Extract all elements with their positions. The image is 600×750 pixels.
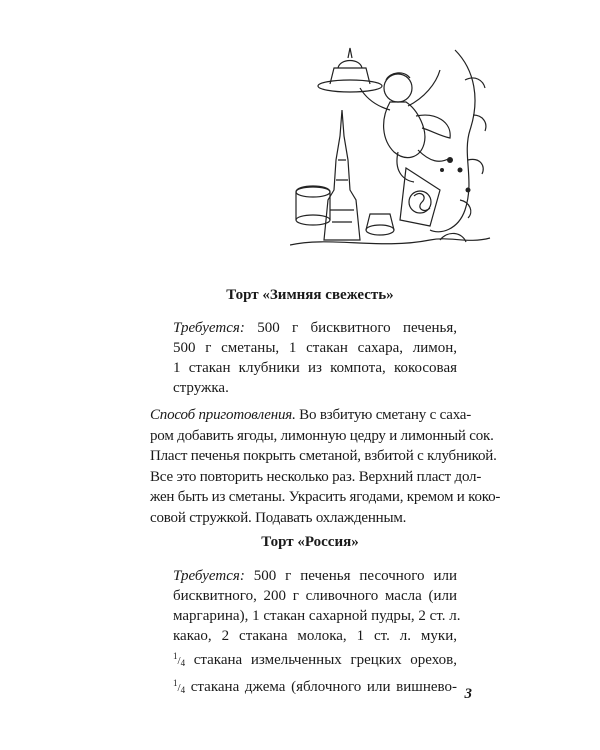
page-number: 3	[464, 686, 472, 702]
ingredients-text: 500 г печенья песочного или	[244, 568, 457, 584]
ingredients-label: Требуется:	[173, 568, 245, 584]
method-line	[150, 405, 472, 426]
method-line: совой стружкой. Подавать охлажденным.	[150, 509, 407, 526]
ingredients-line: маргарина), 1 стакан сахарной пудры, 2 ст. л.	[173, 608, 461, 624]
cherub-cake-vignette	[290, 40, 500, 250]
recipe-title: Торт «Россия»	[261, 534, 359, 550]
method-line: Все это повторить несколько раз. Верхний пласт дол-	[150, 468, 482, 485]
ingredients-line: бисквитного, 200 г сливочного масла (или	[173, 588, 457, 604]
ingredients-line: $^1/_4$ стакана измельченных грецких орехов,	[173, 651, 457, 668]
method-line: жен быть из сметаны. Украсить ягодами, кремом и коко-	[150, 489, 501, 505]
ingredients-line: 500 г сметаны, 1 стакан сахара, лимон,	[173, 340, 457, 356]
ingredients-line	[173, 318, 457, 338]
ingredients-line: $^1/_4$ стакана джема (яблочного или вишнево-	[173, 678, 457, 695]
ingredients-block	[173, 566, 461, 700]
ingredients-label: Требуется:	[173, 320, 245, 336]
ingredients-line: стружка.	[173, 380, 229, 396]
ingredients-line: какао, 2 стакана молока, 1 ст. л. муки,	[173, 628, 457, 644]
method-block	[150, 405, 501, 528]
method-text: Во взбитую сметану с саха-	[295, 407, 472, 423]
fraction-quarter: $^1/_4$	[173, 678, 186, 695]
ingredients-line	[173, 566, 457, 586]
method-line: ром добавить ягоды, лимонную цедру и лимонный сок.	[150, 427, 494, 444]
recipe-title: Торт «Зимняя свежесть»	[226, 287, 394, 303]
fraction-quarter: $^1/_4$	[173, 651, 186, 668]
ingredients-block	[173, 318, 457, 398]
ingredients-text: 500 г бисквитного печенья,	[244, 320, 457, 336]
method-label: Способ приготовления.	[150, 407, 296, 423]
ingredients-line: 1 стакан клубники из компота, кокосовая	[173, 360, 457, 376]
method-line: Пласт печенья покрыть сметаной, взбитой с клубникой.	[150, 448, 497, 464]
